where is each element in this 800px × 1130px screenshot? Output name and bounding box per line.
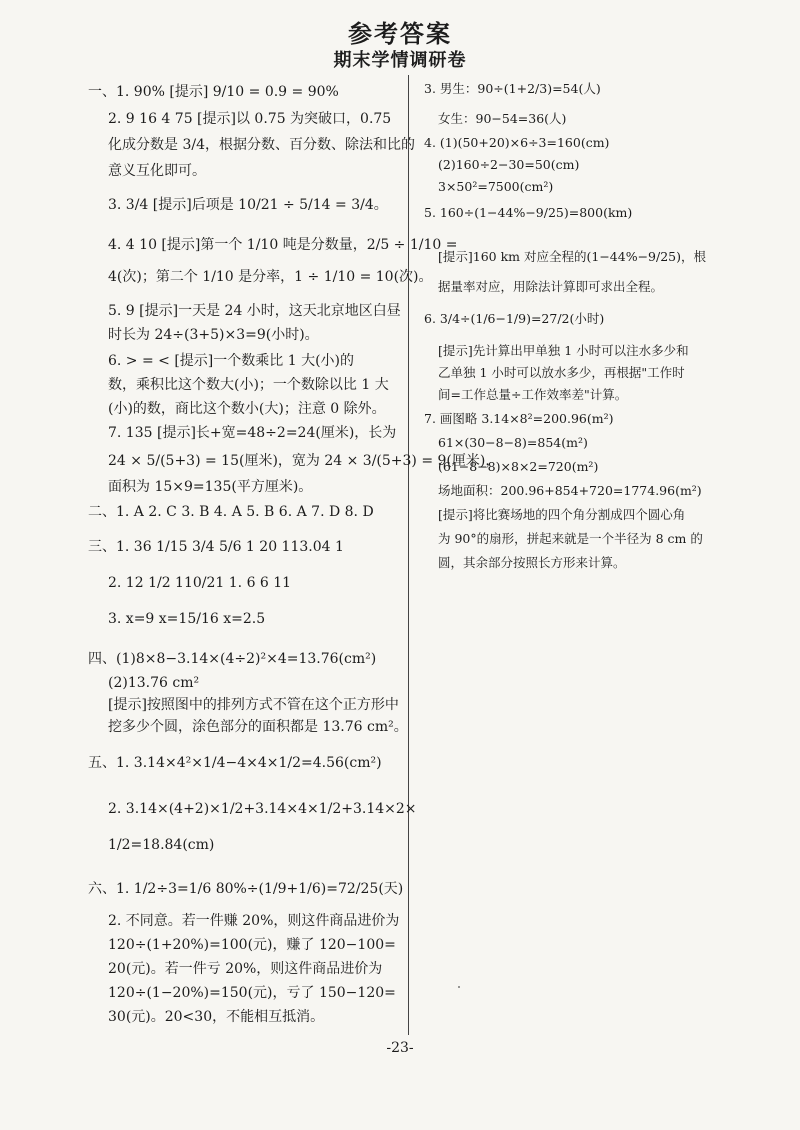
print-speck — [458, 986, 460, 988]
right-answer-line: 圆，其余部分按照长方形来计算。 — [438, 555, 626, 570]
right-answer-line: 7. 画图略 3.14×8²=200.96(m²) — [424, 411, 614, 426]
left-answer-line: 4(次)；第二个 1/10 是分率，1 ÷ 1/10 = 10(次)。 — [108, 269, 433, 285]
left-answer-line: 挖多少个圆，涂色部分的面积都是 13.76 cm²。 — [108, 719, 408, 735]
right-answer-line: 间=工作总量÷工作效率差"计算。 — [438, 387, 628, 402]
right-answer-line: [提示]160 km 对应全程的(1−44%−9/25)，根 — [438, 249, 706, 264]
right-answer-line: 3. 男生：90÷(1+2/3)=54(人) — [424, 81, 601, 96]
left-answer-line: 2. 3.14×(4+2)×1/2+3.14×4×1/2+3.14×2× — [108, 801, 417, 817]
right-answer-line: 3×50²=7500(cm²) — [438, 179, 554, 194]
page-title: 参考答案 — [348, 20, 452, 48]
left-answer-line: 5. 9 [提示]一天是 24 小时，这天北京地区白昼 — [108, 303, 401, 319]
right-answer-line: 4. (1)(50+20)×6÷3=160(cm) — [424, 135, 610, 150]
right-answer-line: 为 90°的扇形，拼起来就是一个半径为 8 cm 的 — [438, 531, 703, 546]
right-answer-line: [提示]先计算出甲单独 1 小时可以注水多少和 — [438, 343, 689, 358]
page-subtitle: 期末学情调研卷 — [333, 50, 467, 71]
left-answer-line: 二、1. A 2. C 3. B 4. A 5. B 6. A 7. D 8. D — [88, 504, 374, 520]
left-answer-line: 24 × 5/(5+3) = 15(厘米)，宽为 24 × 3/(5+3) = 9(厘米)， — [108, 453, 500, 469]
right-answer-line: 5. 160÷(1−44%−9/25)=800(km) — [424, 205, 633, 220]
left-answer-line: 4. 4 10 [提示]第一个 1/10 吨是分数量，2/5 ÷ 1/10 = — [108, 237, 458, 253]
right-answer-line: (61−8−8)×8×2=720(m²) — [438, 459, 599, 474]
left-answer-line: 30(元)。20<30，不能相互抵消。 — [108, 1009, 325, 1025]
left-answer-line: 2. 9 16 4 75 [提示]以 0.75 为突破口，0.75 — [108, 111, 392, 127]
left-answer-line: 五、1. 3.14×4²×1/4−4×4×1/2=4.56(cm²) — [88, 755, 382, 771]
right-answer-line: 场地面积：200.96+854+720=1774.96(m²) — [438, 483, 702, 498]
left-answer-line: 120÷(1+20%)=100(元)，赚了 120−100= — [108, 937, 396, 953]
left-answer-line: [提示]按照图中的排列方式不管在这个正方形中 — [108, 697, 399, 713]
left-answer-line: (小)的数，商比这个数小(大)；注意 0 除外。 — [108, 401, 386, 417]
left-answer-line: 时长为 24÷(3+5)×3=9(小时)。 — [108, 327, 319, 343]
left-answer-line: 7. 135 [提示]长+宽=48÷2=24(厘米)，长为 — [108, 425, 397, 441]
column-divider — [408, 75, 409, 1035]
left-answer-line: 120÷(1−20%)=150(元)，亏了 150−120= — [108, 985, 396, 1001]
left-answer-line: 1/2=18.84(cm) — [108, 837, 215, 853]
left-answer-line: (2)13.76 cm² — [108, 675, 200, 691]
left-answer-line: 20(元)。若一件亏 20%，则这件商品进价为 — [108, 961, 383, 977]
right-answer-line: [提示]将比赛场地的四个角分割成四个圆心角 — [438, 507, 686, 522]
left-answer-line: 3. 3/4 [提示]后项是 10/21 ÷ 5/14 = 3/4。 — [108, 197, 388, 213]
left-answer-line: 数，乘积比这个数大(小)；一个数除以比 1 大 — [108, 377, 389, 393]
left-answer-line: 六、1. 1/2÷3=1/6 80%÷(1/9+1/6)=72/25(天) — [88, 881, 404, 897]
page-number: -23- — [386, 1040, 414, 1056]
right-answer-line: (2)160÷2−30=50(cm) — [438, 157, 580, 172]
left-answer-line: 2. 不同意。若一件赚 20%，则这件商品进价为 — [108, 913, 400, 929]
left-answer-line: 6. > = < [提示]一个数乘比 1 大(小)的 — [108, 353, 355, 369]
left-answer-line: 面积为 15×9=135(平方厘米)。 — [108, 479, 313, 495]
right-answer-line: 乙单独 1 小时可以放水多少，再根据"工作时 — [438, 365, 685, 380]
left-answer-line: 2. 12 1/2 110/21 1. 6 6 11 — [108, 575, 292, 591]
left-answer-line: 3. x=9 x=15/16 x=2.5 — [108, 611, 266, 627]
left-answer-line: 意义互化即可。 — [108, 163, 206, 179]
right-answer-line: 61×(30−8−8)=854(m²) — [438, 435, 588, 450]
left-answer-line: 一、1. 90% [提示] 9/10 = 0.9 = 90% — [88, 84, 339, 100]
left-answer-line: 三、1. 36 1/15 3/4 5/6 1 20 113.04 1 — [88, 539, 344, 555]
right-answer-line: 女生：90−54=36(人) — [438, 111, 567, 126]
right-answer-line: 6. 3/4÷(1/6−1/9)=27/2(小时) — [424, 311, 605, 326]
left-answer-line: 化成分数是 3/4，根据分数、百分数、除法和比的 — [108, 137, 415, 153]
right-answer-line: 据量率对应，用除法计算即可求出全程。 — [438, 279, 664, 294]
left-answer-line: 四、(1)8×8−3.14×(4÷2)²×4=13.76(cm²) — [88, 651, 377, 667]
